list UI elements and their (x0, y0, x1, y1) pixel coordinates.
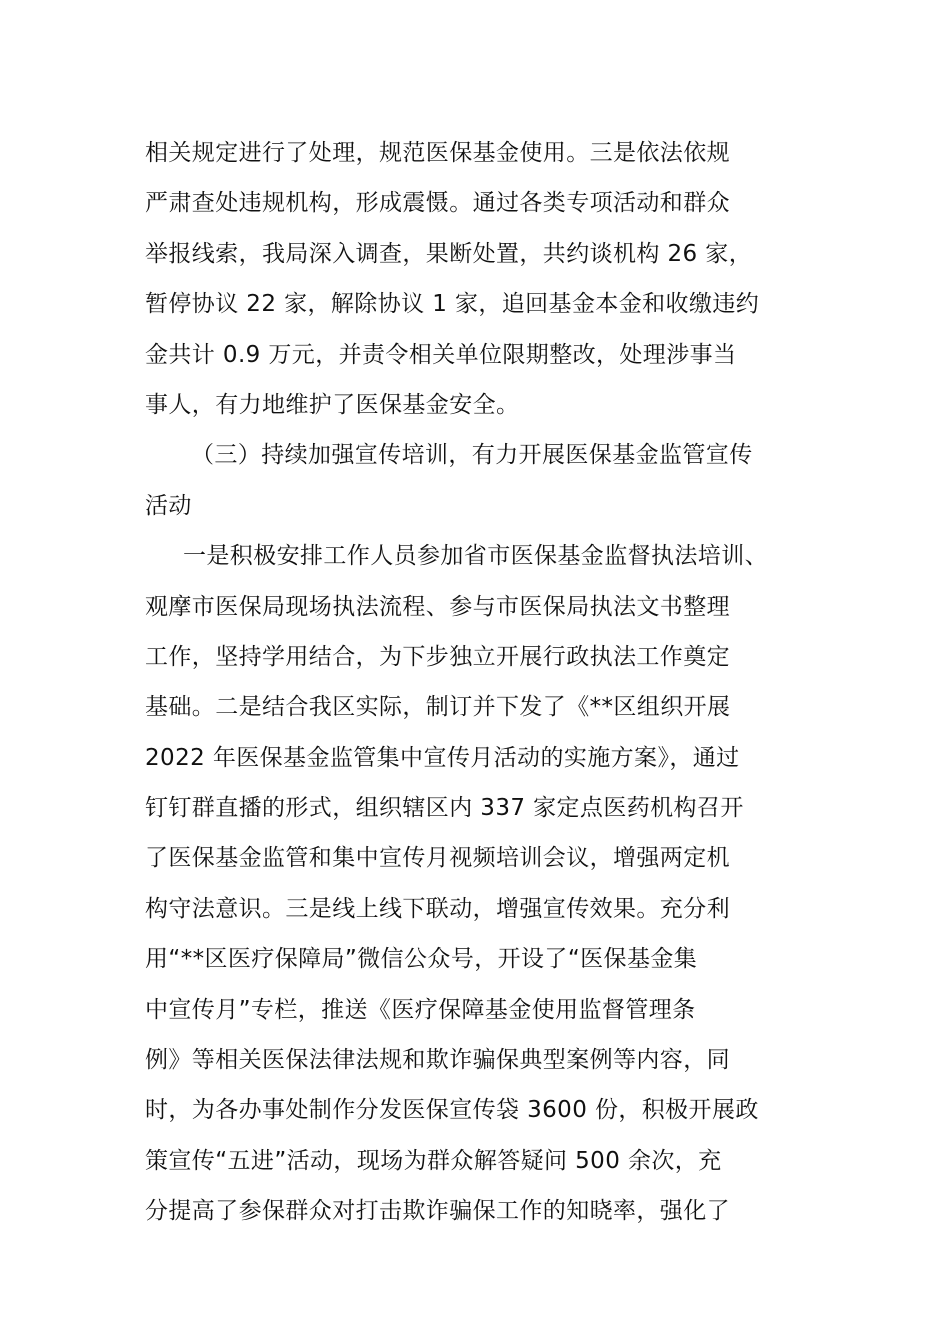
paragraph-line: 钉钉群直播的形式，组织辖区内 337 家定点医药机构召开 (145, 795, 744, 822)
paragraph-line: 严肃查处违规机构，形成震慑。通过各类专项活动和群众 (145, 190, 730, 217)
paragraph-line: 时，为各办事处制作分发医保宣传袋 3600 份，积极开展政 (145, 1097, 759, 1124)
paragraph-line: 了医保基金监管和集中宣传月视频培训会议，增强两定机 (145, 845, 730, 872)
paragraph-line: 构守法意识。三是线上线下联动，增强宣传效果。充分利 (145, 895, 730, 922)
paragraph-line: 金共计 0.9 万元，并责令相关单位限期整改，处理涉事当 (145, 341, 737, 368)
body-text (145, 128, 815, 1237)
paragraph-line: 例》等相关医保法律法规和欺诈骗保典型案例等内容，同 (145, 1047, 730, 1074)
paragraph-line: 用“**区医疗保障局”微信公众号，开设了“医保基金集 (145, 946, 698, 973)
paragraph-line: 分提高了参保群众对打击欺诈骗保工作的知晓率，强化了 (145, 1198, 730, 1225)
paragraph-line: 策宣传“五进”活动，现场为群众解答疑问 500 余次，充 (145, 1147, 722, 1174)
section-heading: 活动 (145, 492, 192, 519)
paragraph-line: 2022 年医保基金监管集中宣传月活动的实施方案》，通过 (145, 744, 740, 771)
paragraph-line: 工作，坚持学用结合，为下步独立开展行政执法工作奠定 (145, 643, 730, 670)
paragraph-line: 一是积极安排工作人员参加省市医保基金监督执法培训、 (183, 543, 768, 570)
paragraph-line: 基础。二是结合我区实际，制订并下发了《**区组织开展 (145, 694, 731, 721)
paragraph-line: 事人，有力地维护了医保基金安全。 (145, 391, 520, 418)
paragraph-line: 观摩市医保局现场执法流程、参与市医保局执法文书整理 (145, 593, 730, 620)
section-heading: （三）持续加强宣传培训，有力开展医保基金监管宣传 (191, 442, 753, 469)
paragraph-line: 中宣传月”专栏，推送《医疗保障基金使用监督管理条 (145, 996, 696, 1023)
paragraph-line: 举报线索，我局深入调查，果断处置，共约谈机构 26 家， (145, 240, 753, 267)
paragraph-line: 暂停协议 22 家，解除协议 1 家，追回基金本金和收缴违约 (145, 291, 760, 318)
paragraph-line: 相关规定进行了处理，规范医保基金使用。三是依法依规 (145, 140, 730, 166)
